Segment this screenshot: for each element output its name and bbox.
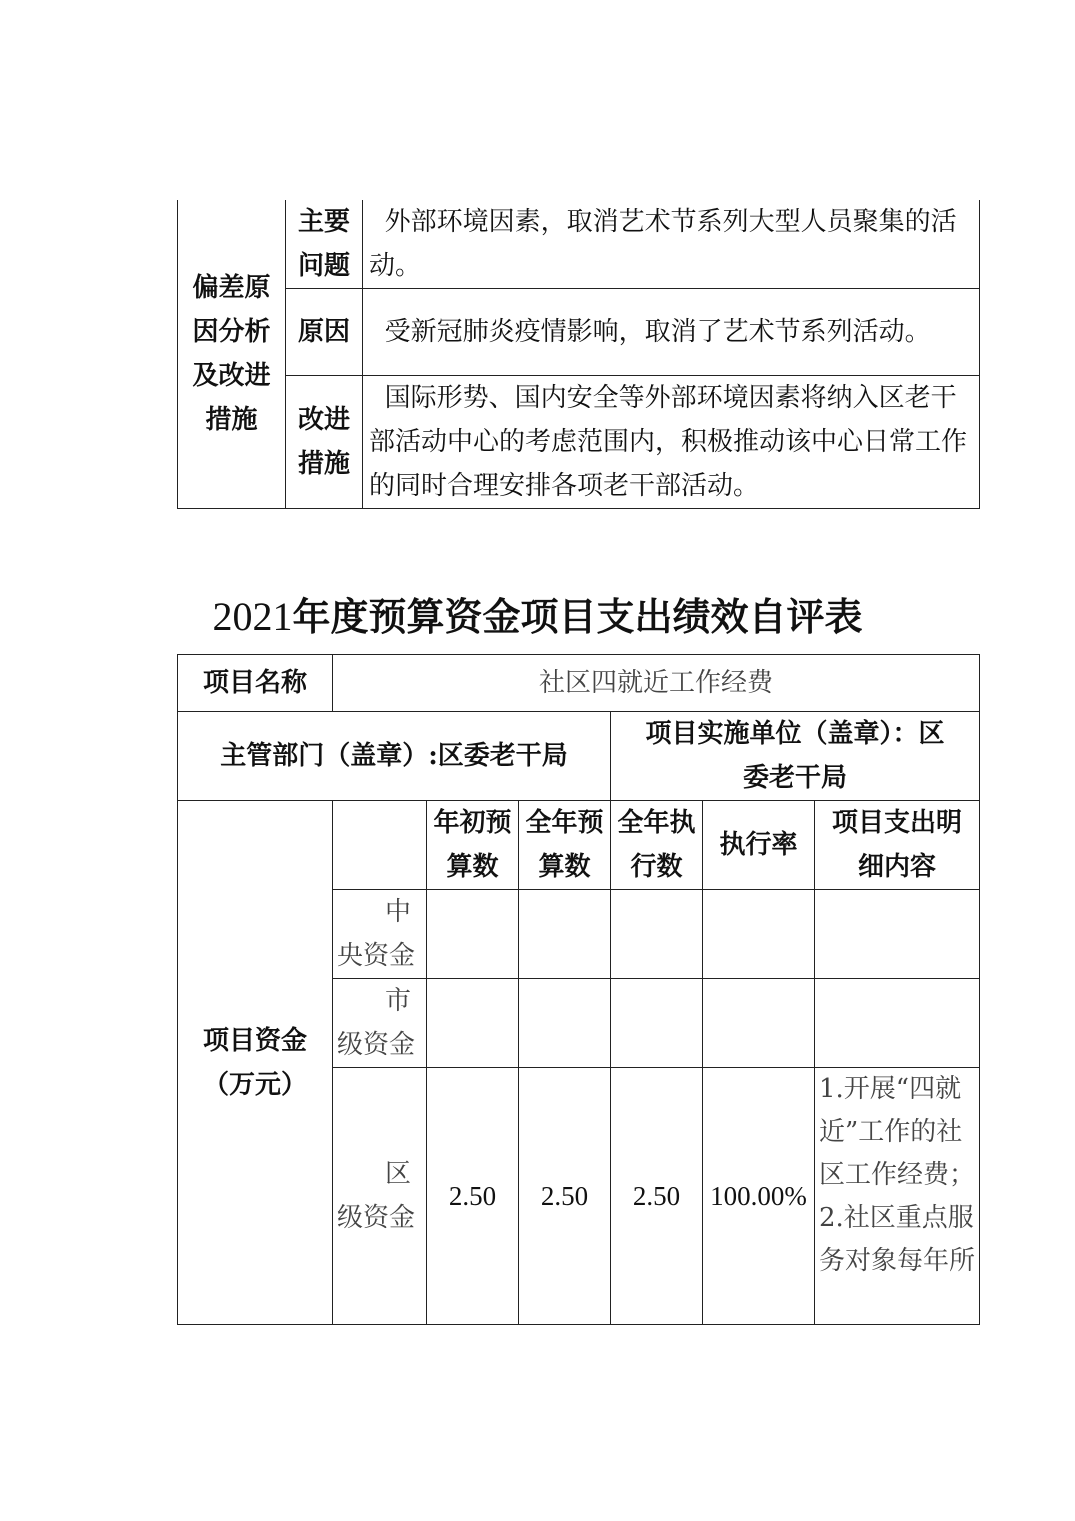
funds-label-line: （万元）	[202, 1069, 307, 1100]
header-line: 年初预	[433, 808, 512, 838]
fund-label-rest: 级资金	[337, 1203, 416, 1233]
header-line: 细内容	[858, 852, 937, 882]
central-detail	[815, 890, 980, 979]
fund-label-first: 市	[385, 986, 412, 1016]
district-funds-label	[333, 1068, 427, 1325]
project-funds-label	[178, 801, 333, 1325]
improvement-text: 国际形势、国内安全等外部环境因素将纳入区老干部活动中心的考虑范围内，积极推动该中心日常工作的同时合理安排各项老干部活动。	[363, 376, 980, 509]
project-name-label: 项目名称	[178, 655, 333, 712]
deviation-analysis-table	[177, 200, 980, 509]
header-expense-detail	[815, 801, 980, 890]
fund-label-first: 中	[385, 897, 412, 927]
implementing-unit-line: 项目实施单位（盖章）：区	[645, 719, 945, 749]
improvement-label-line: 措施	[297, 449, 350, 479]
main-problem-label	[286, 200, 363, 289]
implementing-unit-line: 委老干局	[743, 763, 848, 793]
header-initial-budget	[427, 801, 519, 890]
competent-department: 主管部门（盖章）:区委老干局	[178, 712, 611, 801]
city-rate	[703, 979, 815, 1068]
main-problem-label-line: 主要	[297, 207, 350, 237]
header-line: 算数	[538, 852, 591, 882]
page-title	[0, 593, 1075, 641]
district-executed: 2.50	[611, 1068, 703, 1325]
central-executed	[611, 890, 703, 979]
district-detail: 1.开展“四就近”工作的社区工作经费；2.社区重点服务对象每年所	[815, 1068, 980, 1325]
district-initial-budget: 2.50	[427, 1068, 519, 1325]
deviation-label-line: 措施	[205, 405, 258, 435]
cause-text: 受新冠肺炎疫情影响，取消了艺术节系列活动。	[363, 289, 980, 376]
header-line: 项目支出明	[832, 808, 963, 838]
deviation-label-line: 及改进	[192, 361, 271, 391]
funds-label-line: 项目资金	[202, 1025, 307, 1056]
city-detail	[815, 979, 980, 1068]
central-annual-budget	[519, 890, 611, 979]
deviation-label-line: 因分析	[192, 317, 271, 347]
title-year: 2021	[212, 594, 293, 639]
fund-label-rest: 级资金	[337, 1030, 416, 1060]
header-annual-budget	[519, 801, 611, 890]
fund-label-first: 区	[385, 1159, 412, 1189]
central-initial-budget	[427, 890, 519, 979]
title-text: 年度预算资金项目支出绩效自评表	[292, 594, 863, 639]
performance-table	[177, 654, 980, 1325]
header-line: 行数	[630, 852, 683, 882]
deviation-label-line: 偏差原	[192, 273, 271, 303]
city-executed	[611, 979, 703, 1068]
central-funds-label	[333, 890, 427, 979]
improvement-label	[286, 376, 363, 509]
district-annual-budget: 2.50	[519, 1068, 611, 1325]
city-initial-budget	[427, 979, 519, 1068]
implementing-unit	[611, 712, 980, 801]
fund-label-rest: 央资金	[337, 941, 416, 971]
project-name-value: 社区四就近工作经费	[333, 655, 980, 712]
header-execution-rate: 执行率	[703, 801, 815, 890]
improvement-label-line: 改进	[297, 405, 350, 435]
header-line: 算数	[446, 852, 499, 882]
main-problem-text: 外部环境因素，取消艺术节系列大型人员聚集的活动。	[363, 200, 980, 289]
deviation-section-label	[178, 200, 286, 509]
central-rate	[703, 890, 815, 979]
header-line: 全年预	[525, 808, 604, 838]
cause-label: 原因	[286, 289, 363, 376]
header-annual-executed	[611, 801, 703, 890]
header-line: 全年执	[617, 808, 696, 838]
header-blank	[333, 801, 427, 890]
city-funds-label	[333, 979, 427, 1068]
district-rate: 100.00%	[703, 1068, 815, 1325]
city-annual-budget	[519, 979, 611, 1068]
main-problem-label-line: 问题	[297, 251, 350, 281]
